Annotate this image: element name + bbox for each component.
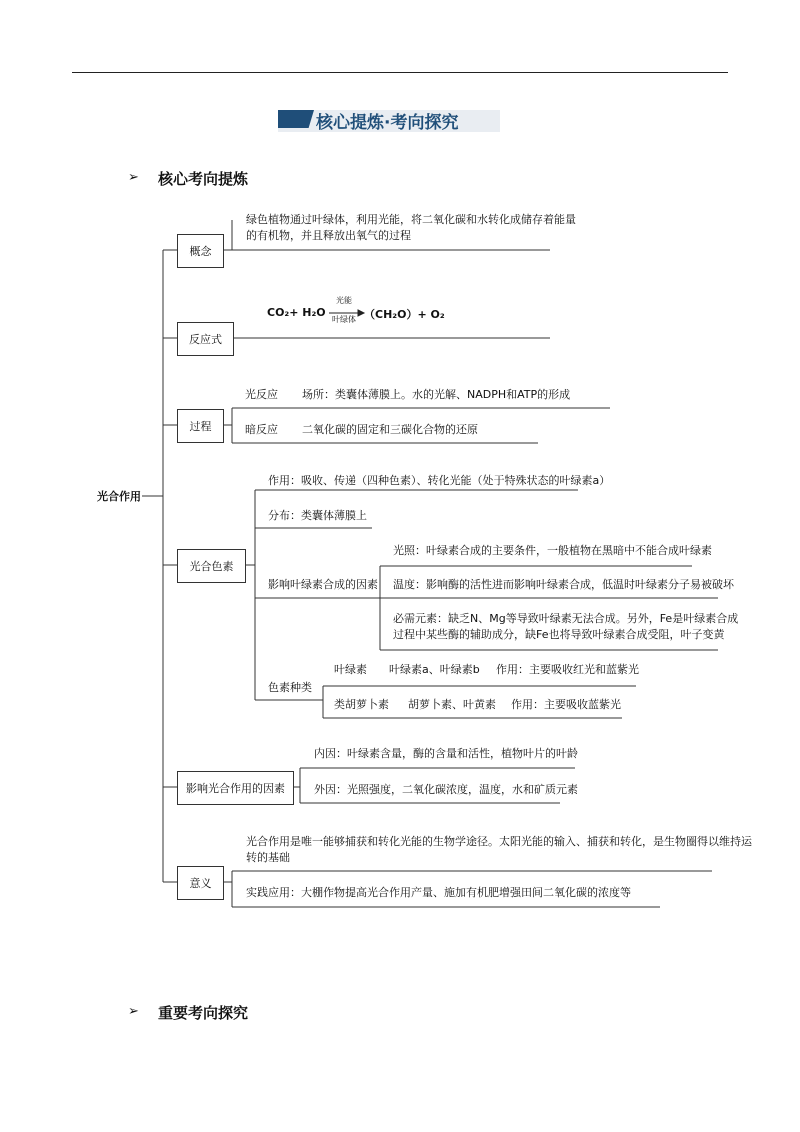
banner-title: 核心提炼·考向探究	[316, 113, 459, 133]
carotenoid-name: 类胡萝卜素	[334, 698, 389, 711]
section-title-core: 核心考向提炼	[158, 170, 249, 188]
process-dark-reaction: 暗反应	[245, 423, 278, 436]
pigment-function: 作用：吸收、传递（四种色素）、转化光能（处于特殊状态的叶绿素a）	[268, 474, 611, 487]
factor-elements-line1: 必需元素：缺乏N、Mg等导致叶绿素无法合成。另外，Fe是叶绿素合成	[393, 612, 739, 625]
carotenoid-function: 作用：主要吸收蓝紫光	[511, 698, 621, 711]
equation-condition-light: 光能	[336, 296, 352, 305]
node-significance: 意义	[177, 866, 224, 900]
process-dark-reaction-detail: 二氧化碳的固定和三碳化合物的还原	[302, 423, 478, 436]
section-arrow-icon: ➢	[128, 170, 139, 185]
significance-text-line1: 光合作用是唯一能够捕获和转化光能的生物学途径。太阳光能的输入、捕获和转化，是生物圈得以维持运	[246, 835, 752, 848]
node-photosynthesis-factors: 影响光合作用的因素	[177, 771, 294, 805]
equation-reactants: CO₂+ H₂O	[267, 306, 326, 319]
process-light-reaction: 光反应	[245, 388, 278, 401]
node-process: 过程	[177, 409, 224, 443]
chlorophyll-members: 叶绿素a、叶绿素b	[389, 663, 480, 676]
pigment-location: 分布：类囊体薄膜上	[268, 509, 367, 522]
section-title-explore: 重要考向探究	[158, 1004, 249, 1022]
chlorophyll-name: 叶绿素	[334, 663, 367, 676]
section-arrow-icon: ➢	[128, 1004, 139, 1019]
factor-light: 光照：叶绿素合成的主要条件，一般植物在黑暗中不能合成叶绿素	[393, 544, 712, 557]
node-concept: 概念	[177, 234, 224, 268]
factor-external: 外因：光照强度，二氧化碳浓度，温度，水和矿质元素	[314, 783, 578, 796]
concept-text-line1: 绿色植物通过叶绿体，利用光能，将二氧化碳和水转化成储存着能量	[246, 213, 576, 226]
equation-products: （CH₂O）+ O₂	[364, 308, 445, 321]
pigment-synthesis-factors: 影响叶绿素合成的因素	[268, 578, 378, 591]
root-node-photosynthesis: 光合作用	[97, 490, 141, 503]
significance-practice: 实践应用：大棚作物提高光合作用产量、施加有机肥增强田间二氧化碳的浓度等	[246, 886, 631, 899]
pigment-types-label: 色素种类	[268, 681, 312, 694]
factor-elements-line2: 过程中某些酶的辅助成分，缺Fe也将导致叶绿素合成受阻，叶子变黄	[393, 628, 725, 641]
carotenoid-members: 胡萝卜素、叶黄素	[408, 698, 496, 711]
factor-internal: 内因：叶绿素含量，酶的含量和活性，植物叶片的叶龄	[314, 747, 578, 760]
node-reaction-equation: 反应式	[177, 322, 234, 356]
factor-temperature: 温度：影响酶的活性进而影响叶绿素合成，低温时叶绿素分子易被破坏	[393, 578, 734, 591]
chlorophyll-function: 作用：主要吸收红光和蓝紫光	[496, 663, 639, 676]
node-photosynthetic-pigments: 光合色素	[177, 549, 246, 583]
equation-condition-chloroplast: 叶绿体	[332, 315, 356, 324]
process-light-reaction-detail: 场所：类囊体薄膜上。水的光解、NADPH和ATP的形成	[302, 388, 571, 401]
concept-text-line2: 的有机物，并且释放出氧气的过程	[246, 229, 411, 242]
significance-text-line2: 转的基础	[246, 851, 290, 864]
